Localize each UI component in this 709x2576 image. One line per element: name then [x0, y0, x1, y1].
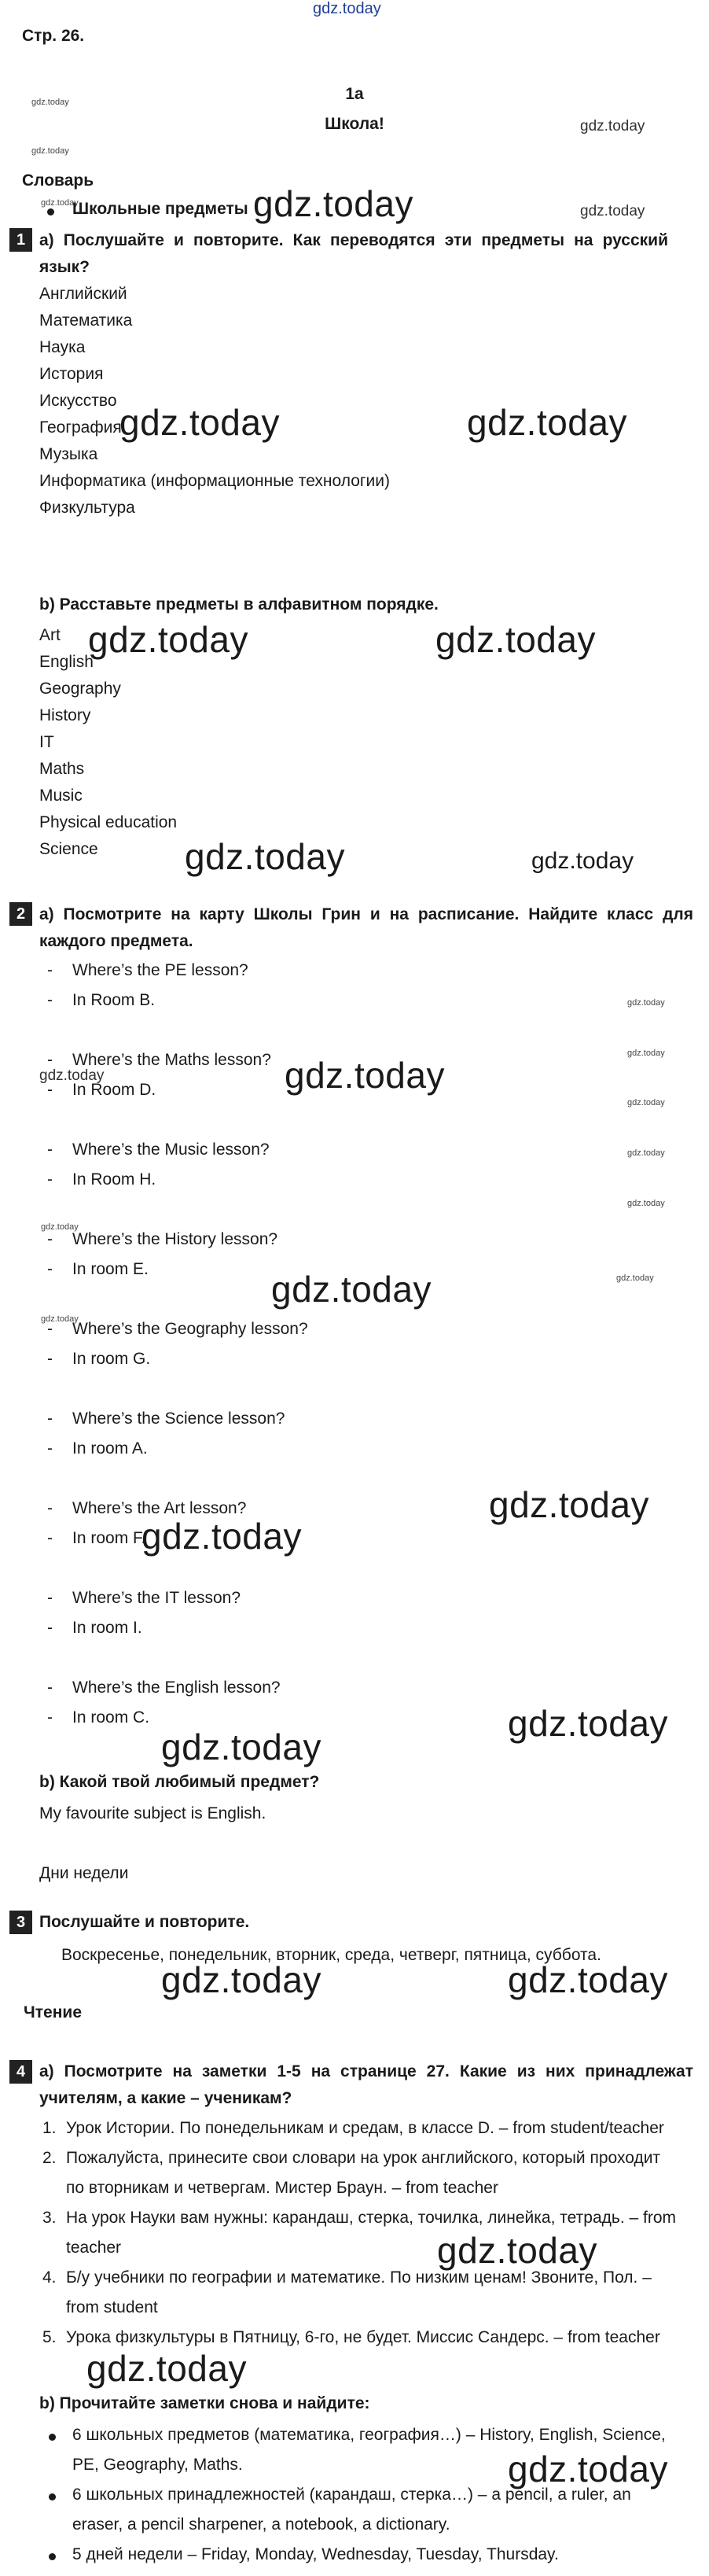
dash-marker: -	[47, 1410, 53, 1428]
watermark: gdz.today	[41, 1222, 79, 1232]
watermark: gdz.today	[435, 619, 596, 660]
dash-marker: -	[47, 991, 53, 1009]
ex2-instruction-b: b) Какой твой любимый предмет?	[39, 1773, 320, 1791]
dash-marker: -	[47, 1051, 53, 1069]
dash-marker: -	[47, 1619, 53, 1637]
list-item: Physical education	[39, 813, 178, 831]
note-text: from student	[66, 2298, 158, 2316]
dash-marker: -	[47, 961, 53, 979]
watermark: gdz.today	[119, 402, 280, 443]
list-item: Музыка	[39, 445, 98, 463]
dialog-answer: In Room H.	[72, 1170, 156, 1188]
dialog-answer: In Room D.	[72, 1081, 156, 1099]
list-item: IT	[39, 733, 54, 751]
watermark: gdz.today	[508, 1703, 668, 1744]
ex2-answer-b: My favourite subject is English.	[39, 1804, 266, 1822]
note-text: по вторникам и четвергам. Мистер Браун. – from teacher	[66, 2179, 498, 2197]
dialog-question: Where’s the English lesson?	[72, 1679, 281, 1697]
dash-marker: -	[47, 1499, 53, 1517]
ex4-instruction-a: a) Посмотрите на заметки 1-5 на странице 27. Какие из них принадлежат учителям, а какие – ученикам?	[39, 2062, 693, 2107]
ex3-instruction: Послушайте и повторите.	[39, 1913, 250, 1931]
page-label: Стр. 26.	[22, 27, 85, 45]
watermark: gdz.today	[531, 848, 634, 874]
dash-marker: -	[47, 1708, 53, 1727]
dash-marker: -	[47, 1230, 53, 1248]
watermark: gdz.today	[39, 1067, 105, 1084]
note-text: teacher	[66, 2239, 122, 2257]
ex2-instruction-a: a) Посмотрите на карту Школы Грин и на расписание. Найдите класс для каждого предмета.	[39, 905, 693, 950]
list-item: Физкультура	[39, 499, 135, 517]
list-item: History	[39, 706, 91, 724]
dash-marker: -	[47, 1439, 53, 1458]
ex3-text: Воскресенье, понедельник, вторник, среда, четверг, пятница, суббота.	[61, 1946, 601, 1964]
list-item: Английский	[39, 285, 127, 303]
list-item: Maths	[39, 760, 85, 778]
watermark: gdz.today	[86, 2348, 247, 2389]
finding-text: 6 школьных принадлежностей (карандаш, стерка…) – a pencil, a ruler, an	[72, 2486, 631, 2504]
exercise-number: 4	[9, 2060, 32, 2084]
unit-number: 1a	[345, 85, 364, 103]
watermark: gdz.today	[467, 402, 627, 443]
finding-text: PE, Geography, Maths.	[72, 2456, 243, 2474]
site-logo[interactable]: gdz.today	[313, 0, 381, 17]
finding-text: eraser, a pencil sharpener, a notebook, a dictionary.	[72, 2515, 450, 2534]
dialog-answer: In room I.	[72, 1619, 142, 1637]
days-heading: Дни недели	[39, 1864, 129, 1882]
note-number: 5.	[42, 2328, 57, 2346]
list-item: География	[39, 418, 122, 437]
note-text: Пожалуйста, принесите свои словари на урок английского, который проходит	[66, 2149, 661, 2167]
note-text: На урок Науки вам нужны: карандаш, стерка, точилка, линейка, тетрадь. – from	[66, 2209, 676, 2227]
list-item: Искусство	[39, 392, 117, 410]
watermark: gdz.today	[88, 619, 248, 660]
note-number: 2.	[42, 2149, 57, 2167]
dash-marker: -	[47, 1320, 53, 1338]
note-number: 4.	[42, 2268, 57, 2287]
dialog-answer: In room E.	[72, 1260, 149, 1278]
list-item: Информатика (информационные технологии)	[39, 472, 391, 490]
bullet-icon	[49, 2493, 56, 2500]
watermark: gdz.today	[31, 146, 69, 156]
list-item: English	[39, 653, 94, 671]
dash-marker: -	[47, 1260, 53, 1278]
watermark: gdz.today	[41, 198, 79, 208]
watermark: gdz.today	[627, 1048, 665, 1058]
dialog-question: Where’s the PE lesson?	[72, 961, 248, 979]
list-item: Science	[39, 840, 98, 858]
watermark: gdz.today	[161, 1959, 321, 2000]
dialog-question: Where’s the Music lesson?	[72, 1141, 270, 1159]
dialog-answer: In room G.	[72, 1350, 151, 1368]
dash-marker: -	[47, 1141, 53, 1159]
watermark: gdz.today	[253, 183, 413, 224]
dialog-question: Where’s the Geography lesson?	[72, 1320, 308, 1338]
list-item: Music	[39, 787, 83, 805]
unit-title: Школа!	[325, 115, 384, 133]
note-text: Б/у учебники по географии и математике. По низким ценам! Звоните, Пол. –	[66, 2268, 652, 2287]
ex4-instruction-b: b) Прочитайте заметки снова и найдите:	[39, 2394, 370, 2412]
list-item: Art	[39, 626, 61, 644]
dialog-answer: In room A.	[72, 1439, 148, 1458]
dash-marker: -	[47, 1679, 53, 1697]
watermark: gdz.today	[437, 2230, 597, 2271]
dash-marker: -	[47, 1529, 53, 1547]
watermark: gdz.today	[161, 1727, 321, 1767]
note-text: Урока физкультуры в Пятницу, 6-го, не будет. Миссис Сандерс. – from teacher	[66, 2328, 660, 2346]
dash-marker: -	[47, 1081, 53, 1099]
list-item: История	[39, 365, 104, 383]
list-item: Математика	[39, 311, 133, 330]
bullet-icon	[49, 2434, 56, 2441]
watermark: gdz.today	[580, 118, 645, 135]
finding-text: 5 дней недели – Friday, Monday, Wednesday, Tuesday, Thursday.	[72, 2545, 559, 2563]
bullet-icon	[47, 208, 54, 216]
watermark: gdz.today	[616, 1273, 654, 1283]
watermark: gdz.today	[489, 1484, 649, 1525]
watermark: gdz.today	[285, 1055, 445, 1096]
watermark: gdz.today	[508, 2449, 668, 2489]
dialog-question: Where’s the Art lesson?	[72, 1499, 247, 1517]
watermark: gdz.today	[185, 836, 345, 877]
exercise-number: 2	[9, 902, 32, 926]
vocab-bullet-text: Школьные предметы	[72, 200, 248, 218]
dash-marker: -	[47, 1589, 53, 1607]
ex1-instruction-b: b) Расставьте предметы в алфавитном порядке.	[39, 595, 439, 614]
watermark: gdz.today	[627, 1199, 665, 1208]
watermark: gdz.today	[31, 98, 69, 107]
watermark: gdz.today	[627, 998, 665, 1008]
exercise-number: 3	[9, 1911, 32, 1934]
watermark: gdz.today	[41, 1314, 79, 1324]
dialog-answer: In room F.	[72, 1529, 146, 1547]
reading-heading: Чтение	[24, 2003, 82, 2021]
exercise-number: 1	[9, 228, 32, 252]
dialog-question: Where’s the History lesson?	[72, 1230, 278, 1248]
note-number: 1.	[42, 2119, 57, 2137]
dialog-question: Where’s the IT lesson?	[72, 1589, 241, 1607]
bullet-icon	[49, 2553, 56, 2560]
watermark: gdz.today	[627, 1098, 665, 1107]
watermark: gdz.today	[141, 1516, 302, 1557]
list-item: Наука	[39, 338, 86, 356]
watermark: gdz.today	[508, 1959, 668, 2000]
watermark: gdz.today	[271, 1269, 432, 1310]
dialog-answer: In room C.	[72, 1708, 150, 1727]
dialog-answer: In Room B.	[72, 991, 156, 1009]
dialog-question: Where’s the Science lesson?	[72, 1410, 285, 1428]
list-item: Geography	[39, 680, 121, 698]
dash-marker: -	[47, 1350, 53, 1368]
note-number: 3.	[42, 2209, 57, 2227]
finding-text: 6 школьных предметов (математика, география…) – History, English, Science,	[72, 2426, 666, 2444]
ex1-instruction-a: a) Послушайте и повторите. Как переводятся эти предметы на русский язык?	[39, 231, 668, 276]
watermark: gdz.today	[627, 1148, 665, 1158]
dialog-question: Where’s the Maths lesson?	[72, 1051, 271, 1069]
dash-marker: -	[47, 1170, 53, 1188]
note-text: Урок Истории. По понедельникам и средам, в классе D. – from student/teacher	[66, 2119, 664, 2137]
vocab-heading: Словарь	[22, 171, 94, 190]
watermark: gdz.today	[580, 203, 645, 219]
